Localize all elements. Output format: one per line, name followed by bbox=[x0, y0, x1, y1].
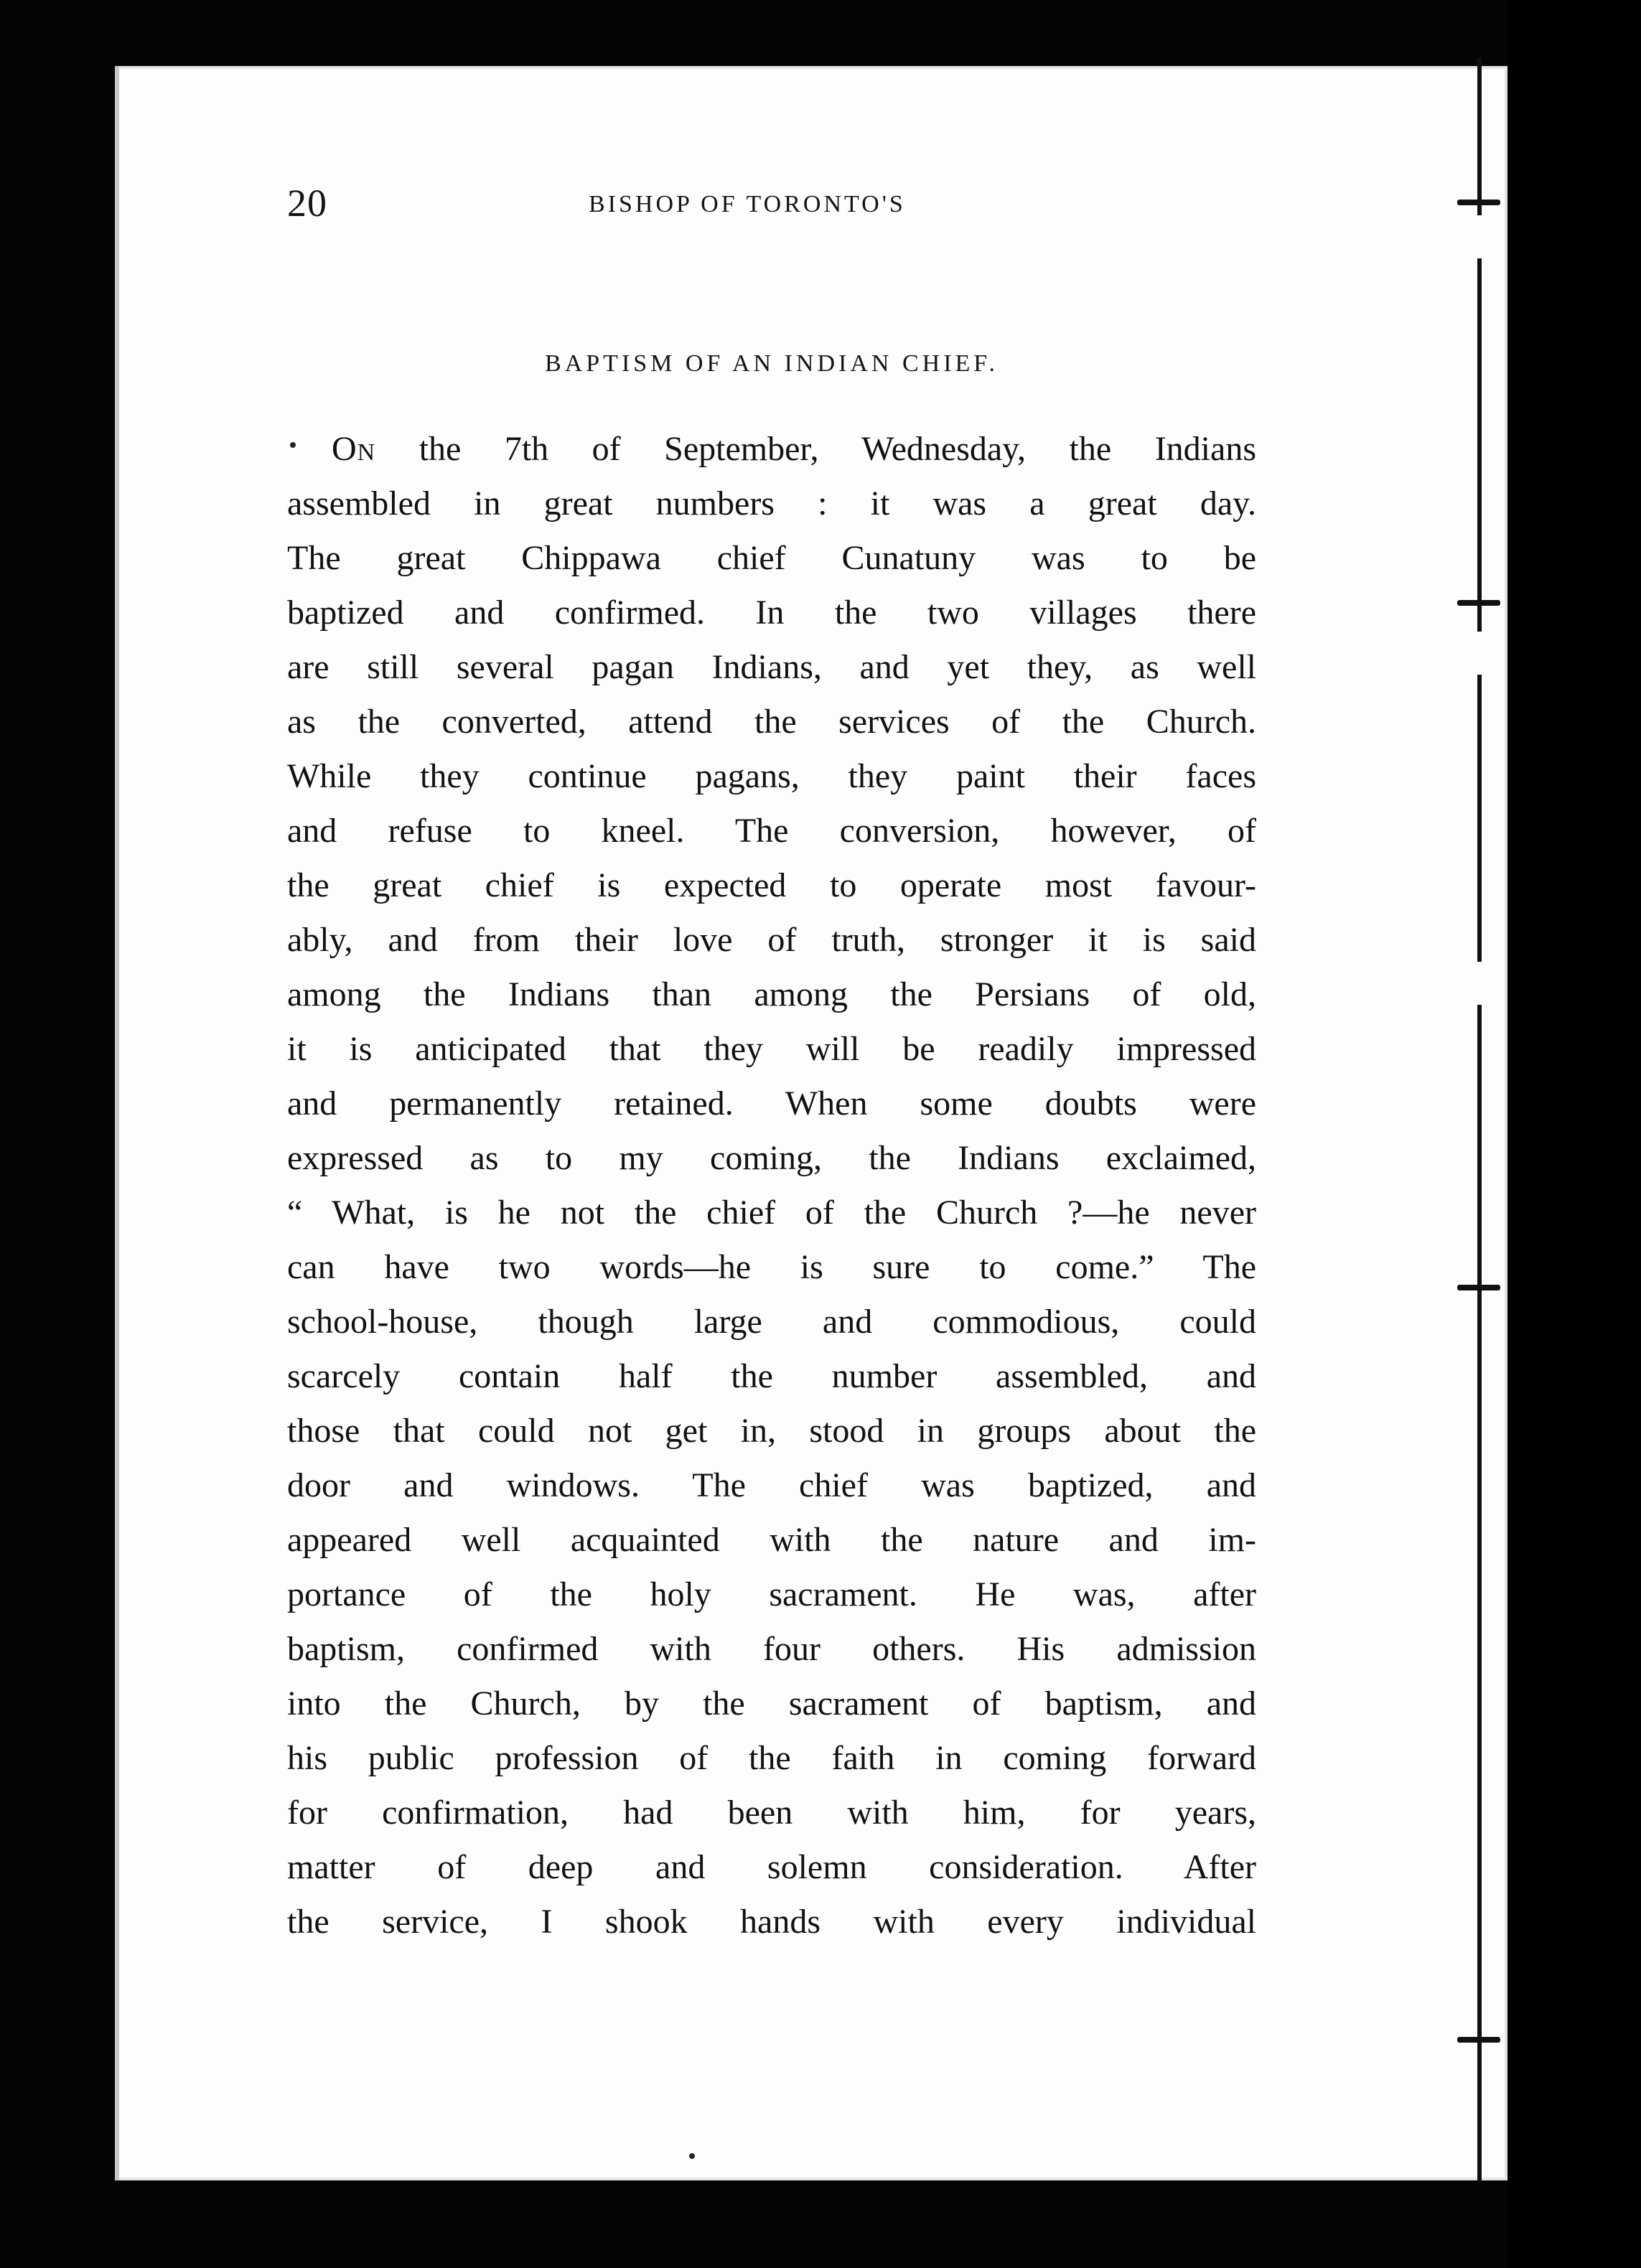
text-line: appeared well acquainted with the nature and im- bbox=[287, 1521, 1256, 1559]
text-line: baptism, confirmed with four others. His admission bbox=[287, 1630, 1256, 1668]
text-line: portance of the holy sacrament. He was, after bbox=[287, 1575, 1256, 1613]
binding-gap bbox=[1464, 632, 1493, 675]
binding-edge bbox=[1477, 57, 1482, 2182]
running-title: BISHOP OF TORONTO'S bbox=[589, 191, 906, 217]
text-line-rest: the 7th of September, Wednesday, the Indians bbox=[375, 430, 1256, 468]
text-line: into the Church, by the sacrament of baptism, and bbox=[287, 1684, 1256, 1723]
text-line: among the Indians than among the Persians of old, bbox=[287, 975, 1256, 1013]
text-line: ably, and from their love of truth, stronger it is said bbox=[287, 921, 1256, 959]
text-line: matter of deep and solemn consideration. After bbox=[287, 1848, 1256, 1886]
scan-right-margin bbox=[1507, 0, 1641, 2268]
binding-mark bbox=[1457, 2037, 1500, 2043]
page-number: 20 bbox=[287, 182, 327, 225]
text-line: his public profession of the faith in coming forward bbox=[287, 1739, 1256, 1777]
body-text bbox=[287, 422, 1256, 1949]
running-header bbox=[287, 181, 1256, 231]
text-line: expressed as to my coming, the Indians exclaimed, bbox=[287, 1139, 1256, 1177]
binding-mark bbox=[1457, 1285, 1500, 1290]
text-line: scarcely contain half the number assembled, and bbox=[287, 1357, 1256, 1395]
binding-gap bbox=[1464, 215, 1493, 258]
text-line: and permanently retained. When some doubts were bbox=[287, 1084, 1256, 1123]
text-line: for confirmation, had been with him, for years, bbox=[287, 1794, 1256, 1832]
text-line: those that could not get in, stood in groups about the bbox=[287, 1412, 1256, 1450]
text-line bbox=[287, 422, 1256, 477]
text-line: can have two words—he is sure to come.” The bbox=[287, 1248, 1256, 1286]
text-line: the service, I shook hands with every individual bbox=[287, 1903, 1256, 1941]
text-line: the great chief is expected to operate most favour- bbox=[287, 866, 1256, 904]
binding-mark bbox=[1457, 600, 1500, 606]
section-heading: BAPTISM OF AN INDIAN CHIEF. bbox=[545, 350, 999, 377]
text-line: it is anticipated that they will be readily impressed bbox=[287, 1030, 1256, 1068]
binding-gap bbox=[1464, 962, 1493, 1005]
binding-mark bbox=[1457, 200, 1500, 205]
text-line: as the converted, attend the services of the Church. bbox=[287, 703, 1256, 741]
text-line: and refuse to kneel. The conversion, however, of bbox=[287, 812, 1256, 850]
text-line: door and windows. The chief was baptized, and bbox=[287, 1466, 1256, 1504]
text-line: school-house, though large and commodious, could bbox=[287, 1303, 1256, 1341]
text-line: are still several pagan Indians, and yet they, as well bbox=[287, 648, 1256, 686]
drop-cap-word: On bbox=[332, 430, 376, 468]
text-line: The great Chippawa chief Cunatuny was to be bbox=[287, 539, 1256, 577]
text-line: “ What, is he not the chief of the Church ?—he never bbox=[287, 1194, 1256, 1232]
text-line: assembled in great numbers : it was a great day. bbox=[287, 484, 1256, 523]
text-line: baptized and confirmed. In the two villages there bbox=[287, 594, 1256, 632]
page-left-edge bbox=[115, 66, 119, 2180]
ink-speck bbox=[689, 2153, 695, 2159]
text-line: While they continue pagans, they paint their faces bbox=[287, 757, 1256, 795]
